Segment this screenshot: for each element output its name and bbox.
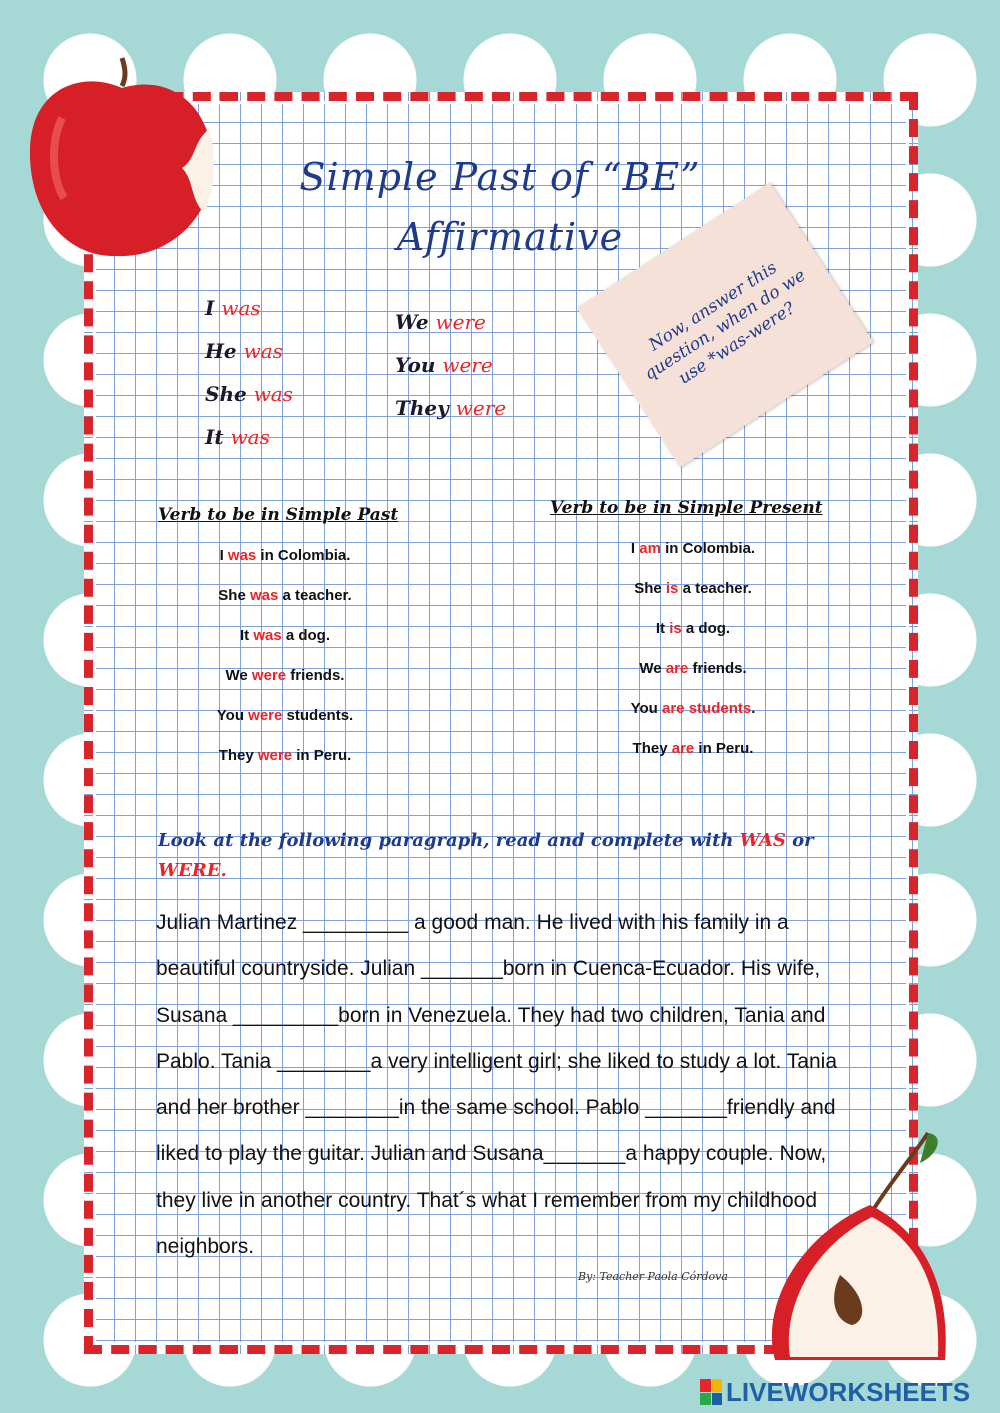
pronoun-item: It was	[205, 425, 270, 449]
paragraph-line: liked to play the guitar. Julian and Susana_______a happy couple. Now,	[156, 1142, 827, 1166]
page-subtitle: Affirmative	[396, 215, 624, 259]
paragraph-line: Susana _________born in Venezuela. They had two children, Tania and	[156, 1003, 826, 1027]
paragraph-line: Julian Martinez _________ a good man. He lived with his family in a	[156, 911, 789, 934]
exercise-instructions: Look at the following paragraph, read and complete with WAS or WERE.	[158, 830, 814, 881]
pronoun-item: We were	[395, 310, 486, 334]
pronoun-item: I was	[205, 296, 261, 320]
paragraph-line: and her brother ________in the same school. Pablo _______friendly and	[156, 1096, 836, 1120]
question-note: Now, answer this question, when do we use *was-were?	[577, 183, 873, 468]
paragraph-line: beautiful countryside. Julian _______born in Cuenca-Ecuador. His wife,	[156, 957, 821, 981]
past-example: It was a dog.	[239, 627, 331, 644]
past-example: You were students.	[216, 707, 354, 724]
author-byline: By: Teacher Paola Córdova	[578, 1270, 728, 1283]
present-heading: Verb to be in Simple Present	[550, 498, 823, 518]
brand-name: LIVEWORKSHEETS	[726, 1376, 971, 1407]
past-example: They were in Peru.	[218, 747, 352, 764]
exercise-paragraph	[156, 900, 881, 1270]
present-example: They are in Peru.	[632, 740, 754, 757]
pronoun-item: He was	[205, 339, 283, 363]
past-example: We were friends.	[225, 667, 345, 684]
liveworksheets-logo-icon	[700, 1379, 722, 1405]
present-example: I am in Colombia.	[630, 540, 756, 557]
past-heading: Verb to be in Simple Past	[158, 505, 399, 525]
liveworksheets-logo[interactable]	[700, 1377, 970, 1407]
past-example: She was a teacher.	[218, 587, 352, 604]
page-title: Simple Past of “BE”	[299, 155, 701, 199]
present-example: She is a teacher.	[634, 580, 752, 597]
pronoun-item: You were	[395, 353, 493, 377]
paragraph-line: neighbors.	[156, 1235, 255, 1259]
present-example: We are friends.	[639, 660, 747, 677]
past-example: I was in Colombia.	[219, 547, 351, 564]
paragraph-line: they live in another country. That´s what I remember from my childhood	[156, 1188, 818, 1212]
present-example: It is a dog.	[655, 620, 731, 637]
present-example: You are students.	[630, 700, 756, 717]
paragraph-line: Pablo. Tania ________a very intelligent girl; she liked to study a lot. Tania	[156, 1049, 838, 1073]
pronoun-item: They were	[395, 396, 507, 420]
pronoun-item: She was	[205, 382, 293, 406]
